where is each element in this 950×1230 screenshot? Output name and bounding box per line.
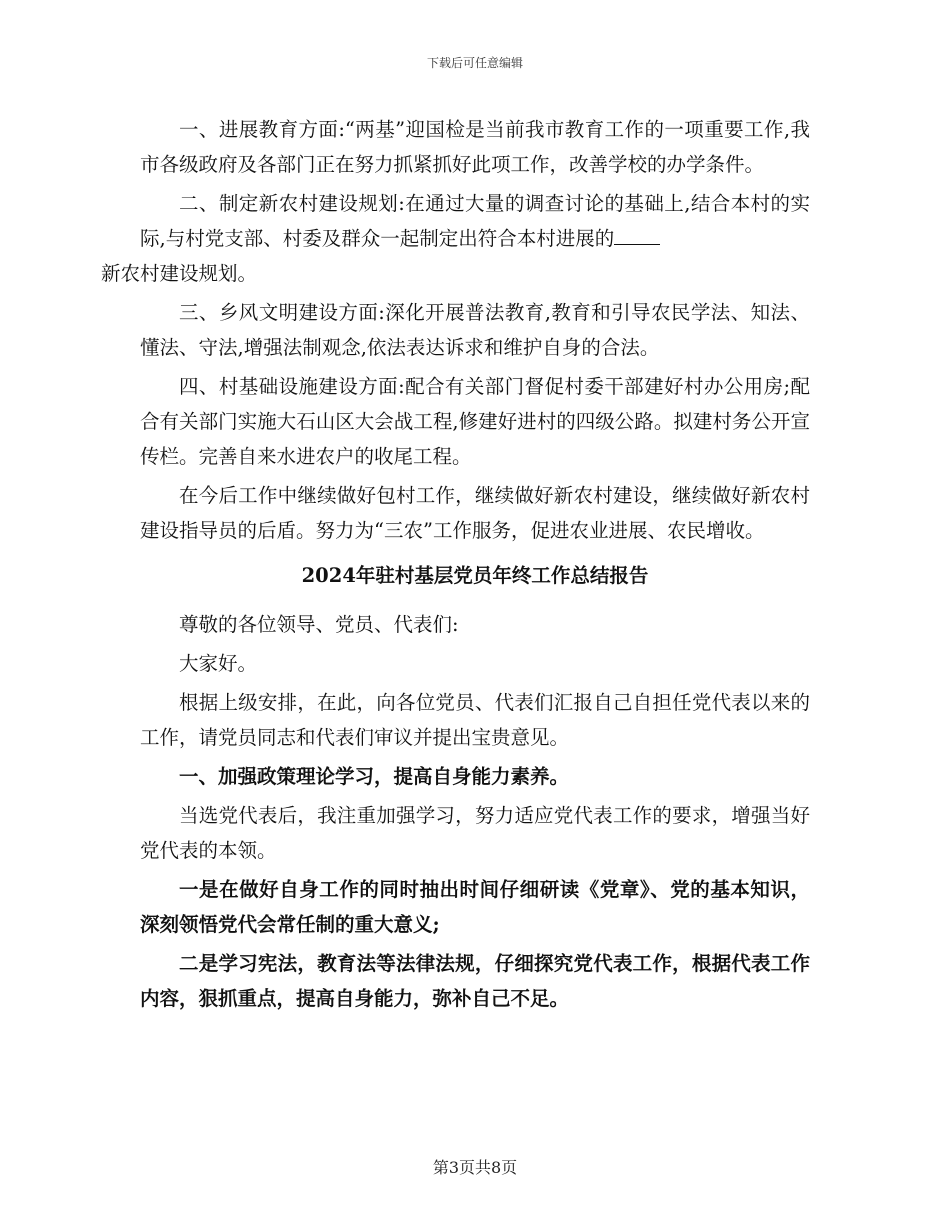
- paragraph-hello: 大家好。: [179, 652, 258, 675]
- paragraph-education: 一、进展教育方面:“两基”迎国检是当前我市教育工作的一项重要工作,我市各级政府及各部门正在努力抓紧抓好此项工作，改善学校的办学条件。: [140, 118, 810, 176]
- paragraph-point-two: 二是学习宪法，教育法等法律法规，仔细探究党代表工作，根据代表工作内容，狠抓重点，提高自身能力，弥补自己不足。: [140, 952, 810, 1010]
- paragraph-planning: [101, 186, 810, 291]
- paragraph-future-work: 在今后工作中继续做好包村工作，继续做好新农村建设，继续做好新农村建设指导员的后盾。努力为“三农”工作服务，促进农业进展、农民增收。: [140, 484, 810, 542]
- page-footer: 第3页共8页: [432, 1158, 518, 1177]
- paragraph-planning-text: 二、制定新农村建设规划:在通过大量的调查讨论的基础上,结合本村的实际,与村党支部、村委及群众一起制定出符合本村进展的: [140, 192, 810, 250]
- paragraph-study: 当选党代表后，我注重加强学习，努力适应党代表工作的要求，增强当好党代表的本领。: [140, 804, 810, 862]
- paragraph-point-one: 一是在做好自身工作的同时抽出时间仔细研读《党章》、党的基本知识，深刻领悟党代会常任制的重大意义;: [140, 878, 810, 936]
- document-body: [101, 112, 810, 1020]
- paragraph-intro: 根据上级安排，在此，向各位党员、代表们汇报自己自担任党代表以来的工作，请党员同志和代表们审议并提出宝贵意见。: [140, 691, 810, 749]
- paragraph-planning-tail: 新农村建设规划。: [101, 262, 258, 285]
- paragraph-greeting: 尊敬的各位领导、党员、代表们:: [179, 613, 459, 636]
- paragraph-civilization: 三、乡风文明建设方面:深化开展普法教育,教育和引导农民学法、知法、懂法、守法,增强法制观念,依法表达诉求和维护自身的合法。: [140, 301, 810, 359]
- heading-study: 一、加强政策理论学习，提高自身能力素养。: [179, 765, 570, 788]
- blank-underline: [614, 226, 660, 245]
- page-header: 下载后可任意编辑: [426, 56, 523, 70]
- section-title: 2024年驻村基层党员年终工作总结报告: [301, 564, 649, 587]
- paragraph-infrastructure: 四、村基础设施建设方面:配合有关部门督促村委干部建好村办公用房;配合有关部门实施大石山区大会战工程,修建好进村的四级公路。拟建村务公开宣传栏。完善自来水进农户的收尾工程。: [140, 375, 810, 468]
